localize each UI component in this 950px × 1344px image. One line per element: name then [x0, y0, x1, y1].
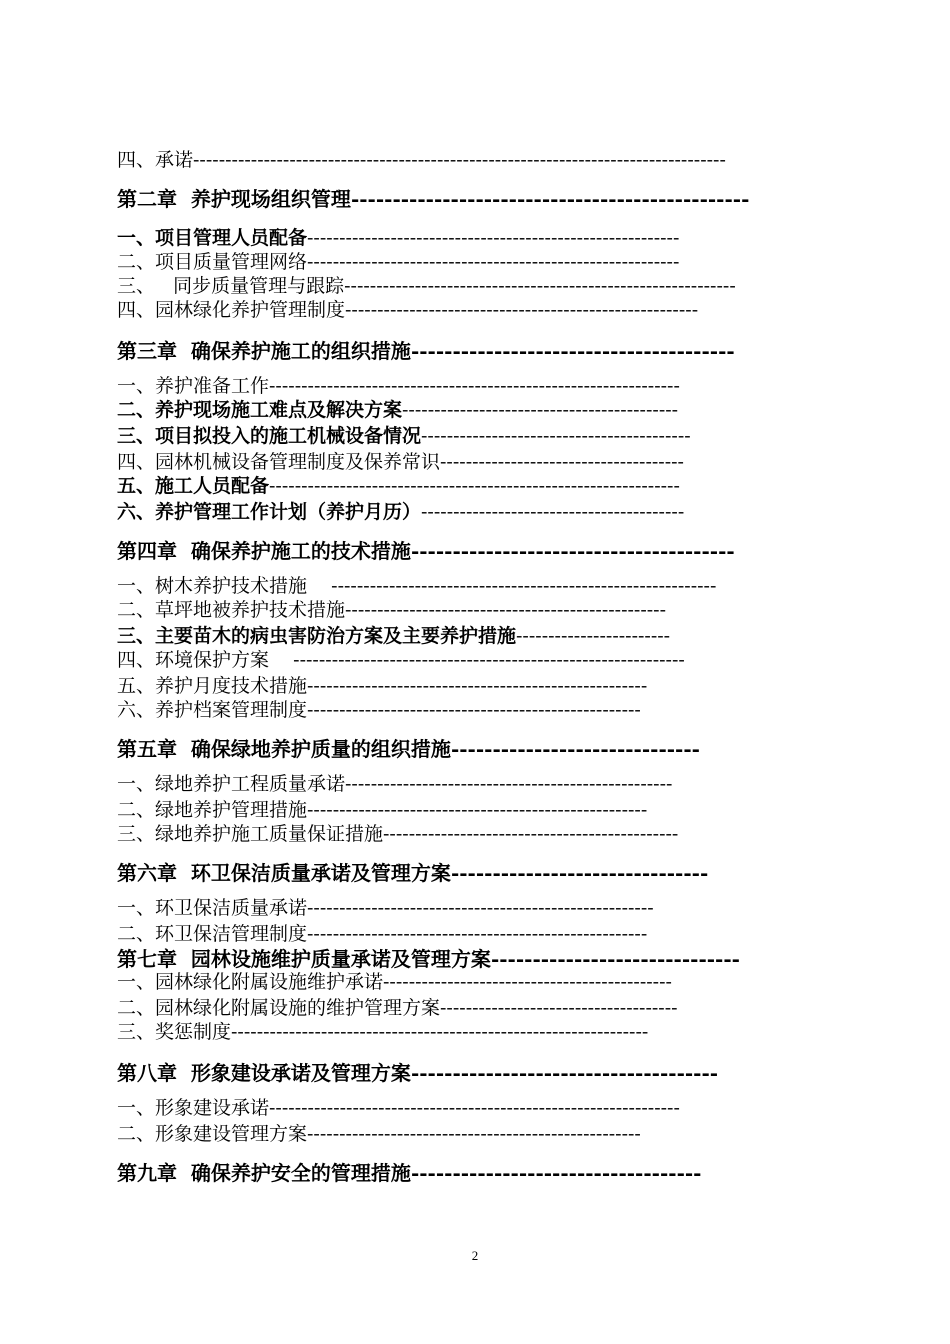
toc-leader-dashes: ---------------------------------------------------------- [307, 227, 680, 249]
toc-entry-title: 二、项目质量管理网络 [117, 251, 308, 273]
toc-leader-dashes: ----------------------------------------- [421, 501, 685, 523]
toc-entry-title: 三、主要苗木的病虫害防治方案及主要养护措施 [117, 625, 517, 647]
toc-entry-title: 一、项目管理人员配备 [117, 227, 308, 249]
toc-section-entry [117, 648, 685, 672]
toc-entry-title: 二、绿地养护管理措施 [117, 799, 308, 821]
toc-leader-dashes: -------------------------------------------------- [345, 599, 667, 621]
toc-entry-title: 第三章 确保养护施工的组织措施 [117, 339, 411, 363]
toc-entry-title: 三、奖惩制度 [117, 1021, 232, 1043]
toc-leader-dashes: ------------------------------------------------------- [345, 299, 699, 321]
toc-leader-dashes: ---------------------------------------------------------- [307, 251, 680, 273]
toc-chapter-entry [117, 338, 735, 364]
toc-entry-title: 第六章 环卫保洁质量承诺及管理方案 [117, 861, 451, 885]
page-number: 2 [471, 1248, 479, 1263]
toc-section-entry [117, 598, 666, 622]
toc-entry-title: 一、养护准备工作 [117, 375, 270, 397]
toc-leader-dashes: ------------------------------------------ [421, 425, 691, 447]
toc-entry-title: 一、树木养护技术措施 [117, 575, 332, 597]
toc-section-entry [117, 226, 679, 250]
toc-leader-dashes: ------------------------------ [490, 947, 740, 971]
toc-entry-title: 二、环卫保洁管理制度 [117, 923, 308, 945]
toc-entry-title: 四、环境保护方案 [117, 649, 294, 671]
toc-chapter-entry [117, 1160, 701, 1186]
toc-section-entry [117, 274, 736, 298]
toc-entry-title: 一、绿地养护工程质量承诺 [117, 773, 346, 795]
toc-leader-dashes: ----------------------------------------------------- [307, 799, 648, 821]
toc-entry-title: 四、承诺 [117, 149, 194, 171]
toc-section-entry [117, 148, 726, 172]
toc-chapter-entry [117, 736, 700, 762]
toc-leader-dashes: ------------------------------------------------------------- [344, 275, 736, 297]
toc-section-entry [117, 674, 647, 698]
toc-leader-dashes: ------------------------------------------------------------- [293, 649, 685, 671]
toc-leader-dashes: ------------------------------------- [410, 1061, 719, 1085]
toc-section-entry [117, 922, 647, 946]
toc-leader-dashes: ---------------------------------------------------- [307, 699, 641, 721]
toc-section-entry [117, 698, 641, 722]
toc-leader-dashes: ------------------------------ [450, 737, 700, 761]
toc-entry-title: 四、园林绿化养护管理制度 [117, 299, 346, 321]
toc-leader-dashes: ----------------------------------------------------- [307, 675, 648, 697]
toc-section-entry [117, 574, 716, 598]
toc-entry-title: 第四章 确保养护施工的技术措施 [117, 539, 411, 563]
toc-leader-dashes: --------------------------------------- [410, 339, 735, 363]
toc-leader-dashes: ------------------------------------------------------------ [331, 575, 717, 597]
toc-entry-title: 六、养护管理工作计划（养护月历） [117, 501, 422, 523]
toc-entry-title: 一、环卫保洁质量承诺 [117, 897, 308, 919]
toc-entry-title: 六、养护档案管理制度 [117, 699, 308, 721]
toc-leader-dashes: ------------------------------------- [440, 997, 678, 1019]
toc-entry-title: 三、项目拟投入的施工机械设备情况 [117, 425, 422, 447]
toc-section-entry [117, 298, 698, 322]
toc-entry-title: 第九章 确保养护安全的管理措施 [117, 1161, 411, 1185]
toc-section-entry [117, 798, 647, 822]
toc-leader-dashes: --------------------------------------------------- [345, 773, 673, 795]
toc-entry-title: 二、形象建设管理方案 [117, 1123, 308, 1145]
toc-entry-title: 二、养护现场施工难点及解决方案 [117, 399, 403, 421]
toc-section-entry [117, 996, 678, 1020]
toc-leader-dashes: ---------------------------------------------------- [307, 1123, 641, 1145]
toc-chapter-entry [117, 1060, 718, 1086]
toc-entry-title: 三、绿地养护施工质量保证措施 [117, 823, 384, 845]
toc-chapter-entry [117, 538, 735, 564]
toc-section-entry [117, 500, 684, 524]
toc-leader-dashes: ------------------------------------------- [402, 399, 679, 421]
toc-section-entry [117, 822, 678, 846]
toc-entry-title: 一、形象建设承诺 [117, 1097, 270, 1119]
toc-entry-title: 一、园林绿化附属设施维护承诺 [117, 971, 384, 993]
toc-section-entry [117, 896, 654, 920]
toc-chapter-entry [117, 186, 749, 212]
toc-entry-title: 三、 同步质量管理与跟踪 [117, 275, 345, 297]
toc-leader-dashes: ------------------------------------------------ [350, 187, 750, 211]
toc-leader-dashes: --------------------------------------------- [383, 971, 672, 993]
toc-chapter-entry [117, 860, 708, 886]
toc-leader-dashes: ------------------------------- [450, 861, 709, 885]
toc-leader-dashes: ---------------------------------------------- [383, 823, 679, 845]
toc-leader-dashes: ---------------------------------------------------------------- [269, 475, 680, 497]
toc-leader-dashes: ----------------------------------------------------- [307, 923, 648, 945]
toc-leader-dashes: --------------------------------------- [410, 539, 735, 563]
toc-section-entry [117, 374, 680, 398]
toc-section-entry [117, 450, 684, 474]
toc-leader-dashes: ---------------------------------------------------------------- [269, 1097, 680, 1119]
toc-section-entry [117, 624, 670, 648]
toc-leader-dashes: ------------------------ [516, 625, 671, 647]
toc-section-entry [117, 1096, 680, 1120]
toc-leader-dashes: ----------------------------------------------------------------------------------- [193, 149, 726, 171]
toc-entry-title: 二、园林绿化附属设施的维护管理方案 [117, 997, 441, 1019]
toc-entry-title: 二、草坪地被养护技术措施 [117, 599, 346, 621]
toc-section-entry [117, 250, 679, 274]
toc-section-entry [117, 772, 672, 796]
toc-leader-dashes: ------------------------------------------------------ [307, 897, 654, 919]
toc-section-entry [117, 1020, 648, 1044]
toc-entry-title: 第五章 确保绿地养护质量的组织措施 [117, 737, 451, 761]
toc-chapter-entry [117, 946, 740, 972]
toc-section-entry [117, 398, 678, 422]
toc-entry-title: 五、施工人员配备 [117, 475, 270, 497]
toc-entry-title: 第七章 园林设施维护质量承诺及管理方案 [117, 947, 491, 971]
toc-entry-title: 第八章 形象建设承诺及管理方案 [117, 1061, 411, 1085]
toc-entry-title: 四、园林机械设备管理制度及保养常识 [117, 451, 441, 473]
toc-leader-dashes: ----------------------------------------------------------------- [231, 1021, 649, 1043]
toc-section-entry [117, 424, 691, 448]
toc-leader-dashes: ---------------------------------------------------------------- [269, 375, 680, 397]
toc-entry-title: 第二章 养护现场组织管理 [117, 187, 351, 211]
toc-section-entry [117, 1122, 641, 1146]
toc-section-entry [117, 474, 680, 498]
toc-entry-title: 五、养护月度技术措施 [117, 675, 308, 697]
toc-section-entry [117, 970, 672, 994]
toc-leader-dashes: ----------------------------------- [410, 1161, 702, 1185]
toc-leader-dashes: -------------------------------------- [440, 451, 684, 473]
